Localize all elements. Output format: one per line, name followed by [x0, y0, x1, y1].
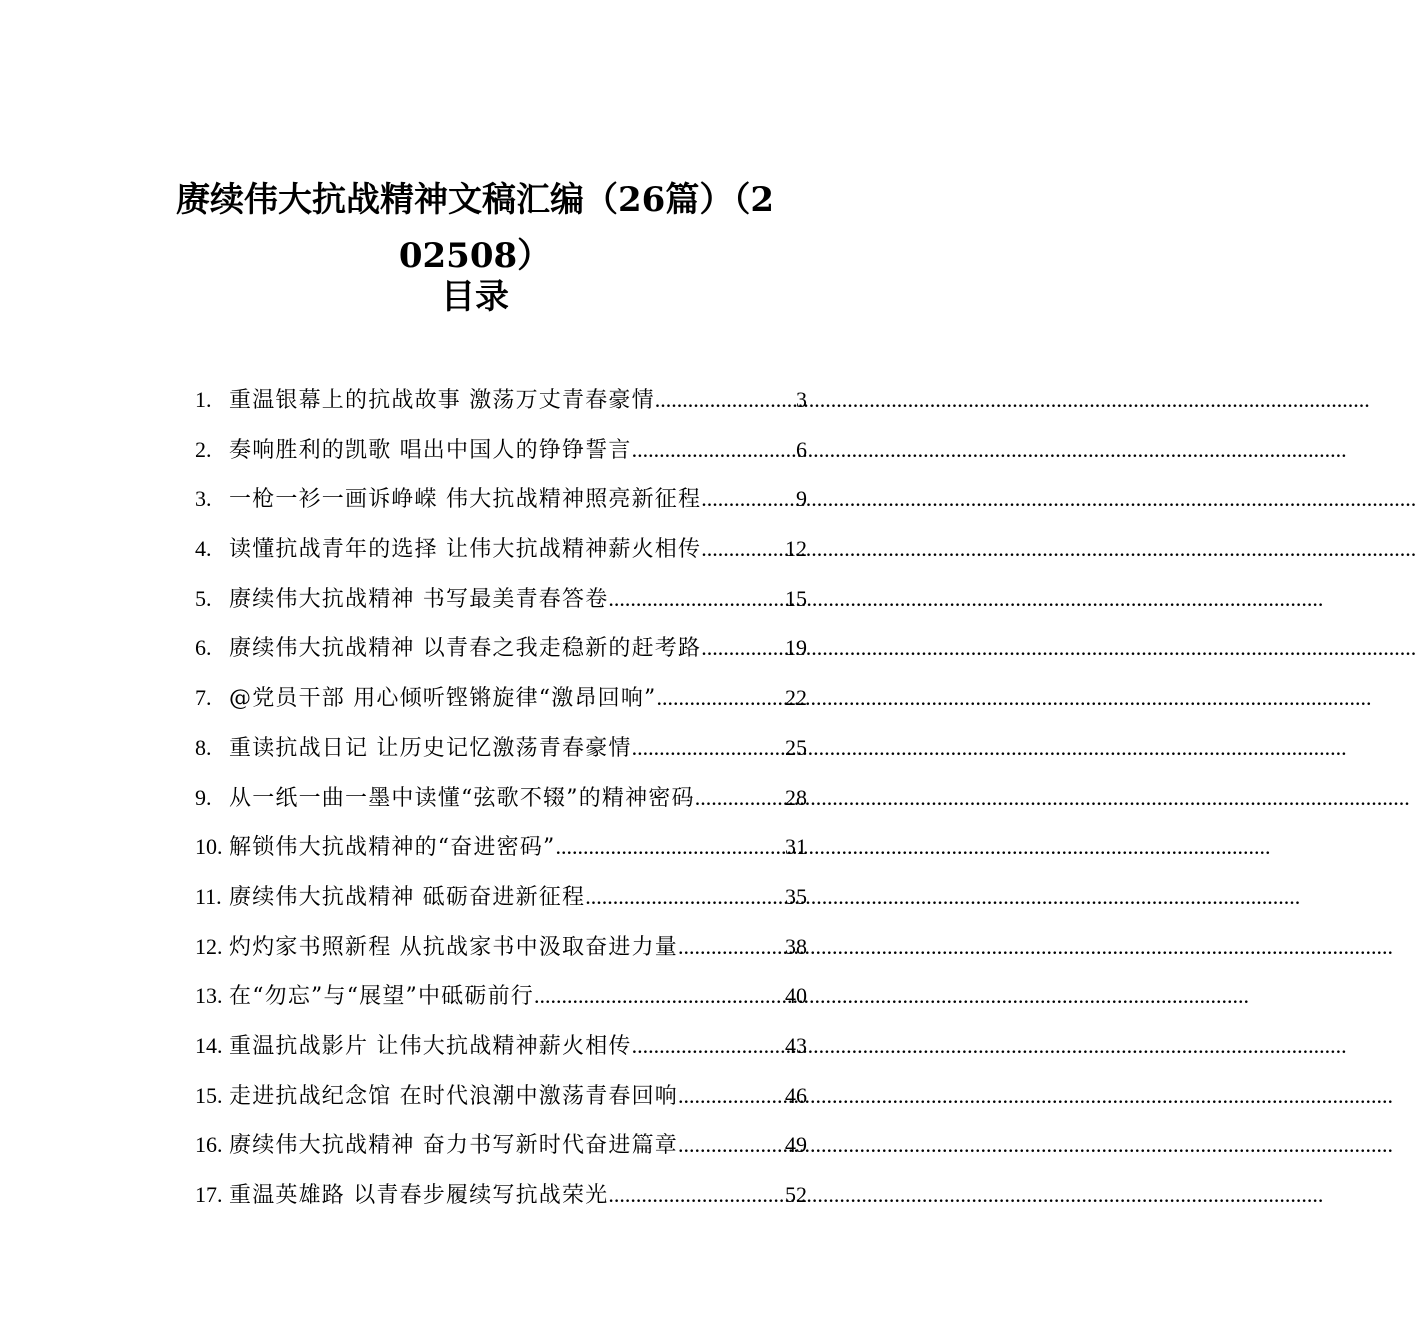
toc-entry-number: 17. [195, 1182, 223, 1207]
toc-entry-page: 40 [785, 983, 807, 1009]
toc-entry-title: 重读抗战日记 让历史记忆激荡青春豪情 [229, 735, 632, 761]
toc-entry-page: 38 [785, 933, 807, 959]
toc-entry[interactable] [195, 773, 807, 823]
toc-dot-leader [678, 1071, 785, 1121]
toc-entry-title: 走进抗战纪念馆 在时代浪潮中激荡青春回响 [229, 1083, 678, 1109]
toc-entry-number: 4. [195, 536, 212, 562]
toc-entry-number: 13. [195, 983, 223, 1009]
toc-entry-number: 7. [195, 685, 212, 711]
toc-entry-title: 重温银幕上的抗战故事 激荡万丈青春豪情 [229, 388, 655, 413]
toc-entry[interactable] [195, 673, 807, 723]
toc-dot-leader [632, 425, 796, 475]
toc-dot-leader [657, 673, 786, 723]
toc-entry-page: 6 [796, 436, 807, 462]
toc-entry-page: 52 [785, 1182, 807, 1207]
toc-dot-leader [585, 872, 785, 922]
toc-entry-number: 9. [195, 784, 212, 810]
toc-entry-page: 15 [785, 585, 807, 611]
toc-entry[interactable] [195, 524, 807, 574]
toc-entry[interactable] [195, 922, 807, 972]
toc-dot-leader [701, 524, 785, 574]
toc-entry-title: 从一纸一曲一墨中读懂“弦歌不辍”的精神密码 [229, 785, 695, 811]
toc-entry-number: 2. [195, 436, 212, 462]
table-of-contents [195, 375, 807, 1220]
toc-entry-page: 43 [785, 1032, 807, 1058]
toc-entry-title: 赓续伟大抗战精神 以青春之我走稳新的赶考路 [229, 636, 702, 662]
toc-entry[interactable] [195, 1071, 807, 1121]
toc-entry-title: 在“勿忘”与“展望”中砥砺前行 [229, 984, 534, 1010]
toc-dot-leader [632, 723, 785, 773]
toc-entry-title: 灼灼家书照新程 从抗战家书中汲取奋进力量 [229, 934, 678, 960]
toc-dot-leader [701, 623, 785, 673]
toc-entry-page: 3 [796, 387, 807, 412]
toc-entry-number: 15. [195, 1082, 223, 1108]
toc-entry-number: 14. [195, 1032, 223, 1058]
document-title-line-2: 02508） [398, 236, 552, 276]
toc-entry-page: 12 [785, 536, 807, 562]
toc-entry-number: 1. [195, 387, 212, 412]
toc-entry-page: 49 [785, 1132, 807, 1158]
toc-dot-leader [678, 1120, 785, 1170]
toc-heading: 目录 [441, 277, 509, 317]
toc-entry-title: @党员干部 用心倾听铿锵旋律“激昂回响” [229, 686, 657, 712]
toc-entry-page: 31 [785, 834, 807, 860]
toc-entry-title: 重温英雄路 以青春步履续写抗战荣光 [229, 1183, 609, 1208]
document-title [140, 172, 810, 284]
toc-dot-leader [608, 574, 785, 624]
toc-entry-page: 28 [785, 784, 807, 810]
toc-entry-title: 奏响胜利的凯歌 唱出中国人的铮铮誓言 [229, 437, 632, 463]
toc-dot-leader [695, 773, 785, 823]
toc-dot-leader [534, 971, 785, 1021]
toc-entry-number: 10. [195, 834, 223, 860]
toc-entry[interactable] [195, 723, 807, 773]
toc-entry[interactable] [195, 425, 807, 475]
toc-entry-page: 46 [785, 1082, 807, 1108]
toc-dot-leader [608, 1170, 785, 1220]
toc-entry-page: 9 [796, 486, 807, 512]
toc-entry-number: 8. [195, 734, 212, 760]
toc-entry-number: 5. [195, 585, 212, 611]
toc-entry[interactable] [195, 822, 807, 872]
toc-entry[interactable] [195, 1021, 807, 1071]
toc-entry-number: 6. [195, 635, 212, 661]
toc-entry-title: 解锁伟大抗战精神的“奋进密码” [229, 835, 556, 861]
toc-dot-leader [678, 922, 785, 972]
toc-entry-number: 12. [195, 933, 223, 959]
toc-entry[interactable] [195, 623, 807, 673]
toc-entry-title: 赓续伟大抗战精神 奋力书写新时代奋进篇章 [229, 1133, 678, 1159]
toc-entry-title: 赓续伟大抗战精神 砥砺奋进新征程 [229, 884, 586, 910]
toc-entry-number: 16. [195, 1132, 223, 1158]
document-title-line-1: 赓续伟大抗战精神文稿汇编（26篇）（2 [176, 180, 774, 220]
toc-entry-number: 3. [195, 486, 212, 512]
toc-entry-title: 赓续伟大抗战精神 书写最美青春答卷 [229, 586, 609, 612]
toc-entry-page: 35 [785, 883, 807, 909]
toc-entry[interactable] [195, 872, 807, 922]
toc-entry-title: 一枪一衫一画诉峥嵘 伟大抗战精神照亮新征程 [229, 487, 702, 513]
toc-entry[interactable] [195, 1170, 807, 1220]
toc-dot-leader [701, 474, 796, 524]
toc-entry[interactable] [195, 574, 807, 624]
toc-entry[interactable] [195, 971, 807, 1021]
toc-entry[interactable] [195, 1120, 807, 1170]
toc-dot-leader [632, 1021, 785, 1071]
toc-entry-number: 11. [195, 883, 222, 909]
toc-entry-page: 22 [785, 685, 807, 711]
toc-entry[interactable] [195, 375, 807, 425]
toc-entry-page: 19 [785, 635, 807, 661]
toc-entry-page: 25 [785, 734, 807, 760]
toc-dot-leader [655, 375, 796, 425]
toc-dot-leader [556, 822, 786, 872]
toc-entry-title: 重温抗战影片 让伟大抗战精神薪火相传 [229, 1033, 632, 1059]
toc-entry[interactable] [195, 474, 807, 524]
toc-entry-title: 读懂抗战青年的选择 让伟大抗战精神薪火相传 [229, 537, 702, 563]
